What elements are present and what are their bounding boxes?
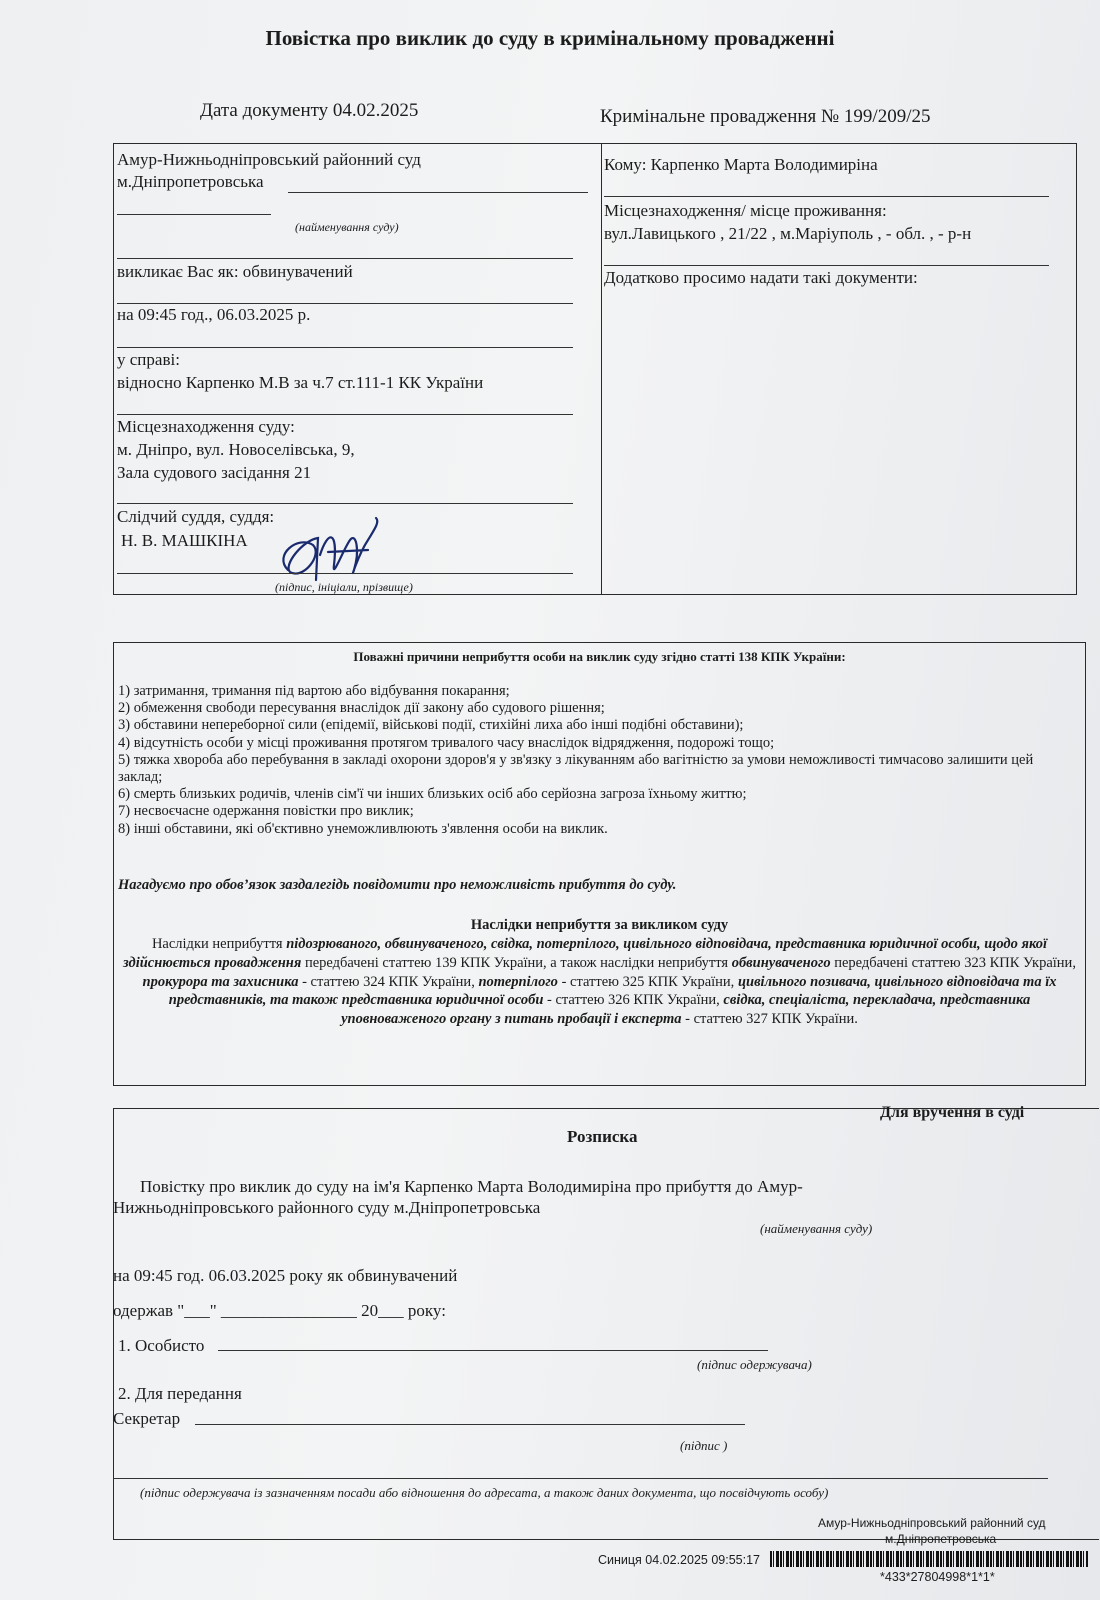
residence-label: Місцезнаходження/ місце проживання: xyxy=(604,201,887,220)
case-number: Кримінальне провадження № 199/209/25 xyxy=(600,106,931,127)
receipt-line1: Повістку про виклик до суду на ім'я Карпенко Марта Володимиріна про прибуття до Амур- xyxy=(140,1177,803,1196)
reasons-box xyxy=(113,642,1086,1086)
for-transfer-label: 2. Для передання xyxy=(118,1384,242,1403)
recipient-signature-caption: (підпис одержувача) xyxy=(697,1357,812,1372)
column-divider xyxy=(601,144,602,594)
summons-box xyxy=(113,143,1077,595)
judge-name: Н. В. МАШКІНА xyxy=(121,531,248,550)
recipient-id-caption: (підпис одержувача із зазначенням посади або відношення до адресата, а також даних документа, що посвідчують особу) xyxy=(140,1485,829,1500)
document-title: Повістка про виклик до суду в кримінальному провадженні xyxy=(265,26,835,50)
documents-request: Додатково просимо надати такі документи: xyxy=(604,268,918,287)
reason-item: 8) інші обставини, які об'єктивно унеможливлюють з'явлення особи на виклик. xyxy=(118,820,608,837)
consequences-text: Наслідки неприбуття підозрюваного, обвинуваченого, свідка, потерпілого, цивільного відповідача, представника юридичної особи, щодо якої здійснюється провадження передбачені статтею 139 КПК України, а також наслідки неприбуття обвинуваченого передбачені статтею 323 КПК України, прокурора та захисника - статтею 324 КПК України, потерпілого - статтею 325 КПК України, цивільного позивача, цивільного відповідача та їх представників, та також представника юридичної особи - статтею 326 КПК України, свідка, спеціаліста, перекладача, представника уповноваженого органу з питань пробації і експерта - статтею 327 КПК України. xyxy=(123,936,1076,1028)
court-name-caption: (найменування суду) xyxy=(295,220,399,234)
document-date: Дата документу 04.02.2025 xyxy=(200,100,419,121)
stamp-court-city: м.Дніпропетровська xyxy=(885,1532,997,1546)
for-court-label: Для вручення в суді xyxy=(880,1104,1025,1121)
barcode-number: *433*27804998*1*1* xyxy=(880,1570,995,1584)
reason-item: 6) смерть близьких родичів, членів сім'ї чи інших близьких осіб або серйозна загроза їхньому життю; xyxy=(118,786,747,803)
barcode-icon xyxy=(770,1551,1088,1567)
stamp-court-name: Амур-Нижньодніпровський районний суд xyxy=(818,1516,1046,1530)
addressee: Кому: Карпенко Марта Володимиріна xyxy=(604,155,878,174)
court-name-line1: Амур-Нижньодніпровський районний суд xyxy=(117,150,421,169)
reason-item: 4) відсутність особи у місці проживання протягом тривалого часу внаслідок відрядження, подорожі тощо; xyxy=(118,734,775,751)
consequences-title: Наслідки неприбуття за викликом суду xyxy=(470,917,729,933)
personally-label: 1. Особисто xyxy=(118,1336,205,1355)
receipt-line2: Нижньодніпровського районного суду м.Дніпропетровська xyxy=(113,1198,541,1217)
case-label: у справі: xyxy=(117,350,180,369)
receipt-box xyxy=(113,1108,1099,1540)
reason-item: 2) обмеження свободи пересування внаслідок дії закону або судового рішення; xyxy=(118,700,605,717)
court-name-line2: м.Дніпропетровська xyxy=(117,172,264,191)
reasons-list xyxy=(118,683,1068,838)
judge-signature-icon xyxy=(268,510,398,590)
judge-label: Слідчий суддя, суддя: xyxy=(117,507,275,526)
residence-address: вул.Лавицького , 21/22 , м.Маріуполь , - обл. , - р-н xyxy=(604,224,972,243)
receipt-time: на 09:45 год. 06.03.2025 року як обвинувачений xyxy=(113,1266,458,1285)
receipt-title: Розписка xyxy=(567,1127,638,1146)
signature-caption: (підпис, ініціали, прізвище) xyxy=(275,580,413,594)
reason-item: 5) тяжка хвороба або перебування в закладі охорони здоров'я у зв'язку з лікуванням або вагітністю за умови неможливості тимчасово залишити цей заклад; xyxy=(118,751,1034,786)
court-location-label: Місцезнаходження суду: xyxy=(117,417,295,436)
receipt-court-caption: (найменування суду) xyxy=(760,1221,873,1236)
sync-stamp: Синиця 04.02.2025 09:55:17 xyxy=(598,1553,760,1567)
court-address: м. Дніпро, вул. Новоселівська, 9, xyxy=(117,440,355,459)
case-description: відносно Карпенко М.В за ч.7 ст.111-1 КК України xyxy=(117,373,484,392)
reason-item: 3) обставини непереборної сили (епідемії, військові події, стихійні лиха або інші подібні обставини); xyxy=(118,717,744,734)
secretary-label: Секретар xyxy=(113,1409,181,1428)
reasons-title: Поважні причини неприбуття особи на виклик суду згідно статті 138 КПК України: xyxy=(353,649,846,664)
reminder: Нагадуємо про обов’язок заздалегідь повідомити про неможливість прибуття до суду. xyxy=(118,877,677,893)
reason-item: 7) несвоєчасне одержання повістки про виклик; xyxy=(118,803,414,820)
court-room: Зала судового засідання 21 xyxy=(117,463,312,482)
secretary-signature-caption: (підпис ) xyxy=(680,1438,728,1453)
summoned-as: викликає Вас як: обвинувачений xyxy=(117,262,353,281)
received-date: одержав "___" ________________ 20___ року: xyxy=(113,1301,446,1320)
reason-item: 1) затримання, тримання під вартою або відбування покарання; xyxy=(118,683,510,699)
hearing-time: на 09:45 год., 06.03.2025 р. xyxy=(117,305,311,324)
